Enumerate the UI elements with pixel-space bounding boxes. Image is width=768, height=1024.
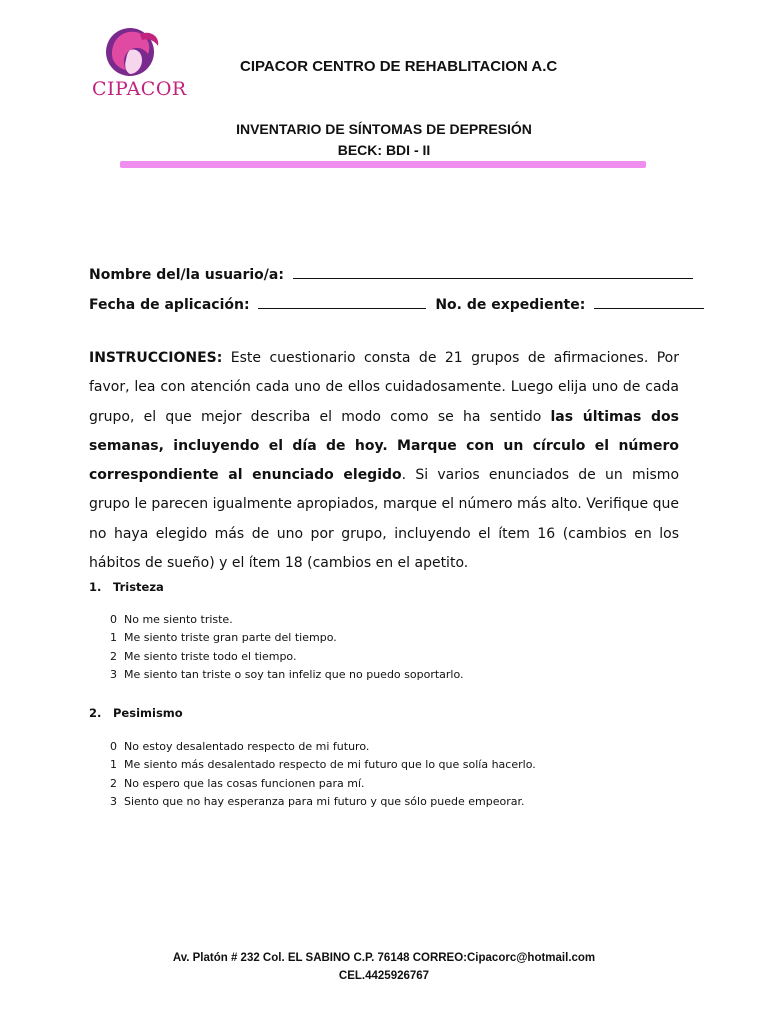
question-title: Tristeza — [113, 580, 164, 594]
document-title: INVENTARIO DE SÍNTOMAS DE DEPRESIÓN — [236, 121, 532, 137]
document-subtitle: BECK: BDI - II — [337, 142, 431, 158]
option-item[interactable] — [110, 793, 536, 811]
question-number: 1. — [89, 580, 102, 594]
organization-name: CIPACOR CENTRO DE REHABLITACION A.C — [240, 58, 558, 75]
option-text: Siento que no hay esperanza para mi futuro y que sólo puede empeorar. — [124, 795, 525, 809]
question-title: Pesimismo — [113, 706, 183, 720]
option-number: 1 — [110, 758, 117, 772]
record-label: No. de expediente: — [435, 297, 586, 313]
question-number: 2. — [89, 706, 102, 720]
date-blank-line[interactable] — [258, 294, 426, 309]
instructions-paragraph — [89, 344, 679, 578]
option-number: 1 — [110, 631, 117, 645]
question-2-title — [89, 706, 183, 720]
name-blank-line[interactable] — [293, 264, 693, 279]
instructions-text-2: . Si varios enunciados de un mismo grupo le parecen igualmente apropiados, marque el número más alto. Verifique que no haya elegido más de uno por grupo, incluyendo el ítem 16 (cambios en los hábitos de sueño) y el ítem 18 (cambios en el apetito. — [89, 467, 680, 572]
option-number: 0 — [110, 613, 117, 626]
question-2-options — [110, 738, 536, 812]
name-field — [89, 264, 693, 283]
record-blank-line[interactable] — [594, 294, 704, 309]
option-text: Me siento triste gran parte del tiempo. — [124, 631, 337, 645]
option-text: No me siento triste. — [124, 613, 233, 626]
instructions-emphasis: las últimas dos semanas, incluyendo el día de hoy. Marque con un círculo el número correspondiente al enunciado elegido — [89, 408, 679, 484]
logo-wordmark: CIPACOR — [92, 78, 187, 100]
option-item[interactable] — [110, 629, 464, 647]
date-label: Fecha de aplicación: — [89, 297, 250, 313]
option-item[interactable] — [110, 611, 464, 629]
question-1-options — [110, 611, 464, 685]
option-text: No estoy desalentado respecto de mi futuro. — [124, 740, 370, 753]
option-text: Me siento tan triste o soy tan infeliz que no puedo soportarlo. — [124, 668, 464, 682]
option-item[interactable] — [110, 648, 464, 666]
option-text: Me siento más desalentado respecto de mi futuro que lo que solía hacerlo. — [124, 758, 536, 772]
option-number: 3 — [110, 795, 117, 809]
option-text: Me siento triste todo el tiempo. — [124, 649, 297, 663]
option-number: 0 — [110, 740, 117, 753]
option-text: No espero que las cosas funcionen para mí. — [124, 776, 365, 790]
instructions-lead: INSTRUCCIONES: — [89, 350, 223, 366]
option-item[interactable] — [110, 775, 536, 793]
option-item[interactable] — [110, 738, 536, 756]
option-number: 3 — [110, 668, 117, 682]
instructions-text-1: Este cuestionario consta de 21 grupos de afirmaciones. Por favor, lea con atención cada uno de ellos cuidadosamente. Luego elija uno de cada grupo, el que mejor describa el modo como se ha sentido — [89, 350, 679, 425]
footer-address: Av. Platón # 232 Col. EL SABINO C.P. 76148 CORREO:Cipacorc@hotmail.com — [172, 952, 596, 964]
footer-phone: CEL.4425926767 — [338, 970, 430, 982]
name-label: Nombre del/la usuario/a: — [89, 267, 284, 283]
header-divider — [120, 161, 646, 168]
date-record-field — [89, 294, 704, 313]
option-number: 2 — [110, 649, 117, 663]
question-1-title — [89, 580, 164, 594]
option-number: 2 — [110, 776, 117, 790]
option-item[interactable] — [110, 756, 536, 774]
option-item[interactable] — [110, 666, 464, 684]
